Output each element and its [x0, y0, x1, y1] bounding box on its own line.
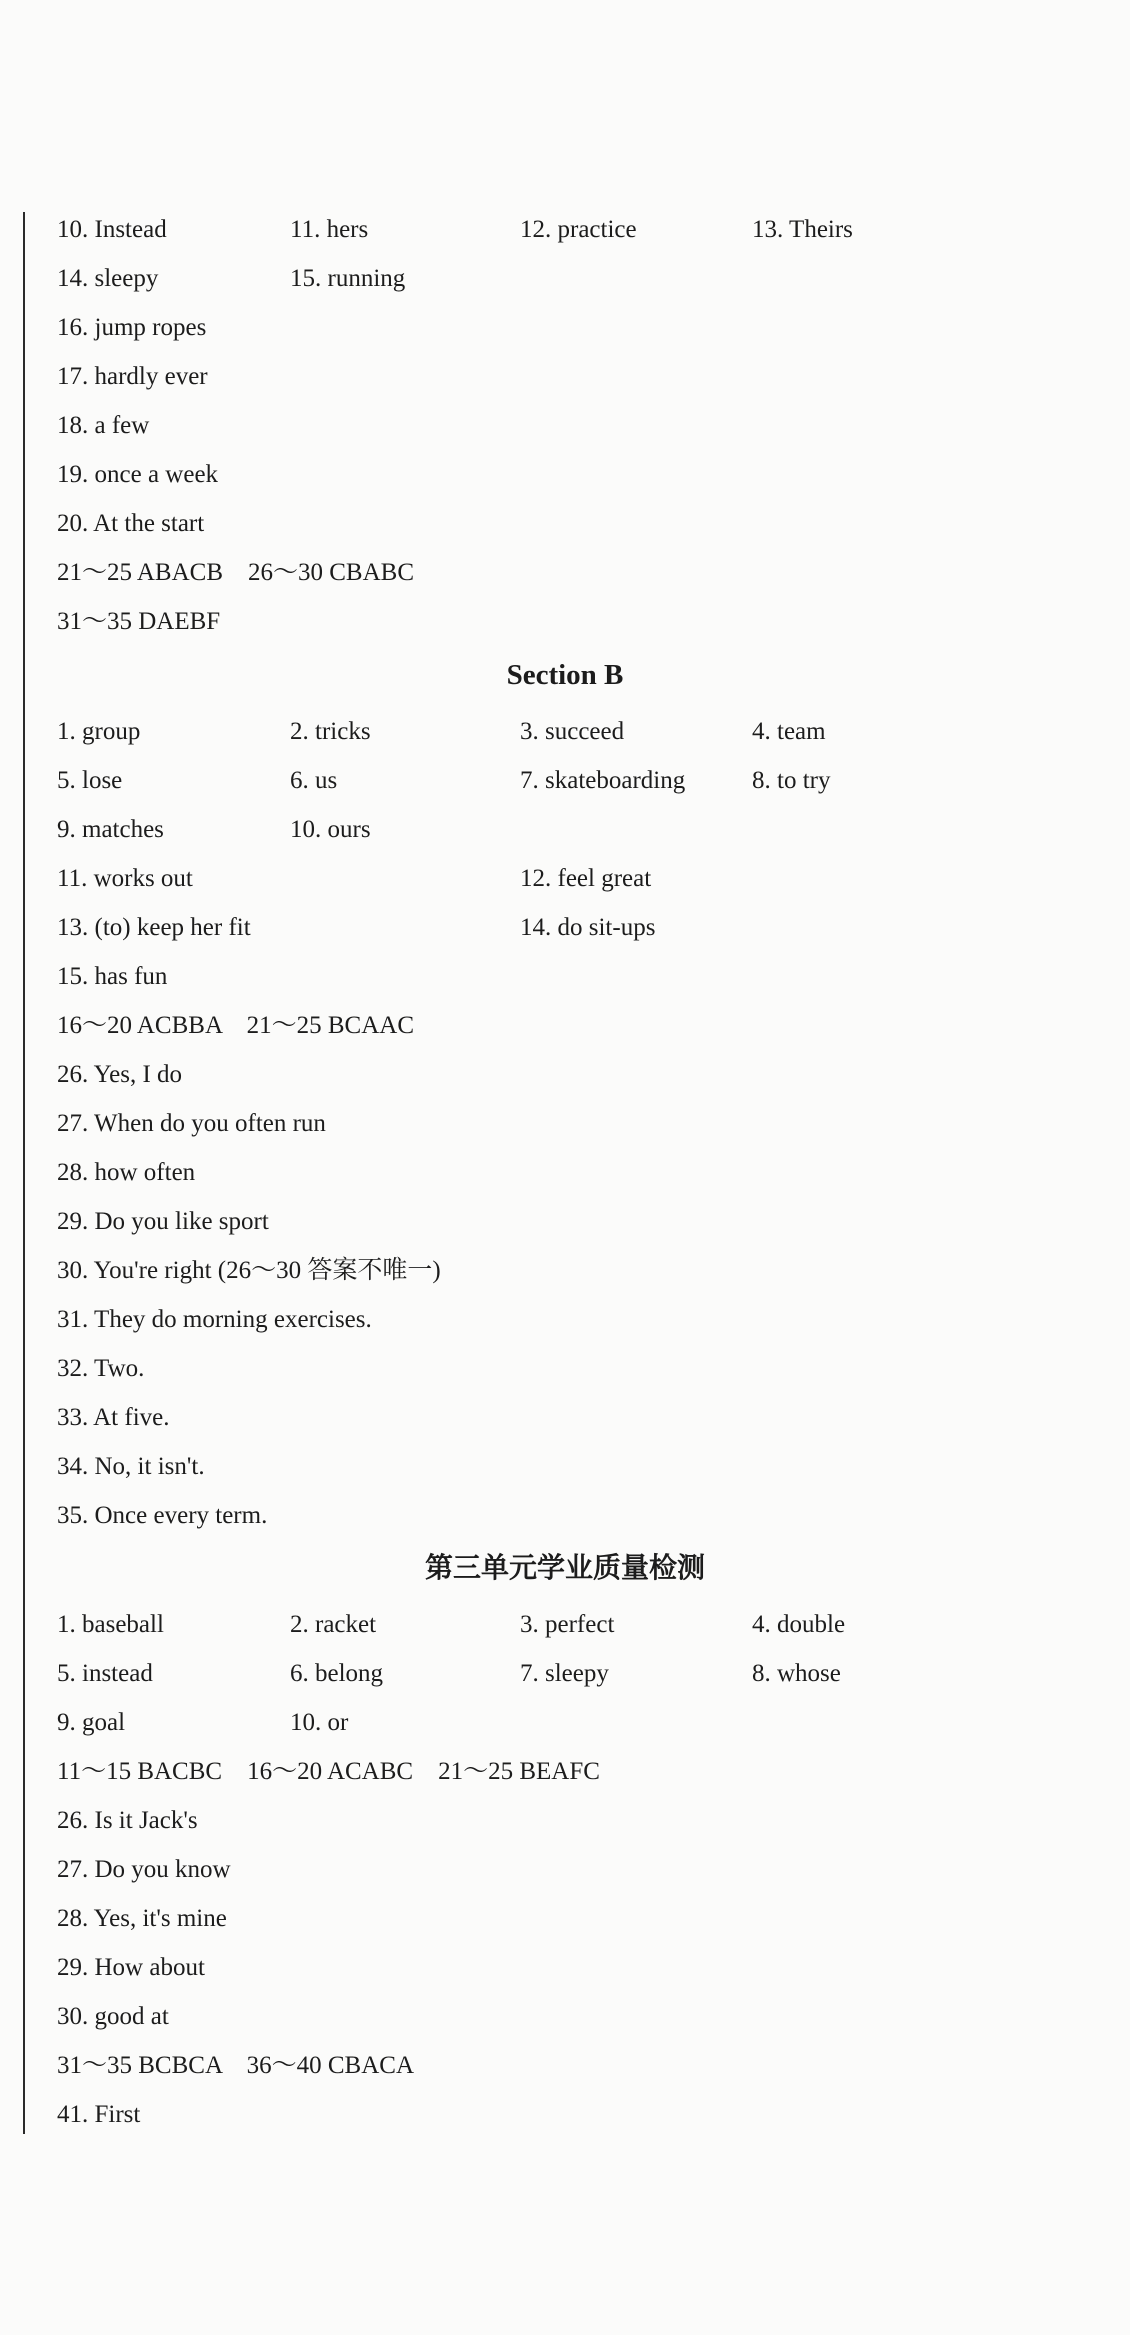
- answer-row: [0, 1153, 1130, 1193]
- answer-item: 4. team: [752, 718, 826, 745]
- answer-row: [0, 553, 1130, 593]
- answer-row: [0, 1496, 1130, 1536]
- answer-row: [0, 1801, 1130, 1841]
- answer-item: 1. baseball: [57, 1611, 164, 1638]
- answer-row: [0, 1654, 1130, 1694]
- answer-item: 9. goal: [57, 1709, 126, 1736]
- answer-row: [0, 1899, 1130, 1939]
- answer-item: 8. whose: [752, 1660, 841, 1687]
- answer-row: [0, 455, 1130, 495]
- answer-item: 6. us: [290, 767, 338, 794]
- answer-item: 11. hers: [290, 216, 369, 243]
- answer-row: [0, 1703, 1130, 1743]
- answer-row: [0, 2095, 1130, 2135]
- answer-row: [0, 1752, 1130, 1792]
- answer-row: [0, 1948, 1130, 1988]
- answer-item: 18. a few: [57, 412, 150, 439]
- answer-item: 41. First: [57, 2101, 141, 2128]
- answer-row: [0, 308, 1130, 348]
- answer-item: 17. hardly ever: [57, 363, 208, 390]
- answer-row: [0, 259, 1130, 299]
- answer-item: 13. Theirs: [752, 216, 853, 243]
- answer-item: 13. (to) keep her fit: [57, 914, 251, 941]
- answer-item: 27. Do you know: [57, 1856, 231, 1883]
- answer-row: [0, 859, 1130, 899]
- answer-item: 10. ours: [290, 816, 371, 843]
- answer-item: 31～35 BCBCA 36～40 CBACA: [57, 2052, 415, 2079]
- answer-item: 5. lose: [57, 767, 123, 794]
- answer-item: 11. works out: [57, 865, 193, 892]
- answer-row: [0, 1006, 1130, 1046]
- answer-item: 31. They do morning exercises.: [57, 1306, 372, 1333]
- answer-item: 3. perfect: [520, 1611, 615, 1638]
- answer-row: [0, 1251, 1130, 1291]
- answer-item: 10. or: [290, 1709, 349, 1736]
- answer-item: 29. How about: [57, 1954, 205, 1981]
- answer-item: 1. group: [57, 718, 141, 745]
- answer-item: 2. tricks: [290, 718, 371, 745]
- answer-item: 16. jump ropes: [57, 314, 207, 341]
- answer-row: [0, 1055, 1130, 1095]
- answer-item: 34. No, it isn't.: [57, 1453, 205, 1480]
- answer-item: 15. running: [290, 265, 406, 292]
- answer-item: 7. sleepy: [520, 1660, 609, 1687]
- answer-row: [0, 1997, 1130, 2037]
- answer-item: 11～15 BACBC 16～20 ACABC 21～25 BEAFC: [57, 1758, 600, 1785]
- answer-item: 15. has fun: [57, 963, 168, 990]
- answer-row: [0, 357, 1130, 397]
- answer-item: 14. do sit-ups: [520, 914, 656, 941]
- answer-row: [0, 1104, 1130, 1144]
- answer-item: 4. double: [752, 1611, 846, 1638]
- answer-item: 31～35 DAEBF: [57, 608, 221, 635]
- answer-row: [0, 1605, 1130, 1645]
- unit3-quality-test-heading: 第三单元学业质量检测: [424, 1551, 705, 1584]
- answer-item: 7. skateboarding: [520, 767, 686, 794]
- answer-row: [0, 2046, 1130, 2086]
- answer-item: 10. Instead: [57, 216, 167, 243]
- answer-item: 2. racket: [290, 1611, 377, 1638]
- answer-item: 21～25 ABACB 26～30 CBABC: [57, 559, 415, 586]
- answer-item: 19. once a week: [57, 461, 219, 488]
- answer-item: 12. feel great: [520, 865, 652, 892]
- answer-row: [0, 602, 1130, 642]
- answer-item: 14. sleepy: [57, 265, 159, 292]
- answer-item: 28. how often: [57, 1159, 196, 1186]
- answer-item: 30. You're right (26～30 答案不唯一): [57, 1257, 441, 1284]
- answer-row: [0, 1850, 1130, 1890]
- answer-row: [0, 810, 1130, 850]
- answer-row: [0, 1349, 1130, 1389]
- answer-row: [0, 406, 1130, 446]
- answer-item: 16～20 ACBBA 21～25 BCAAC: [57, 1012, 415, 1039]
- answer-item: 33. At five.: [57, 1404, 170, 1431]
- answer-row: [0, 1447, 1130, 1487]
- answer-item: 29. Do you like sport: [57, 1208, 269, 1235]
- answer-item: 12. practice: [520, 216, 637, 243]
- answer-item: 3. succeed: [520, 718, 625, 745]
- answer-row: [0, 210, 1130, 250]
- answer-row: [0, 1398, 1130, 1438]
- answer-row: [0, 957, 1130, 997]
- answer-item: 5. instead: [57, 1660, 153, 1687]
- answer-item: 32. Two.: [57, 1355, 145, 1382]
- answer-row: [0, 1300, 1130, 1340]
- answer-item: 26. Yes, I do: [57, 1061, 183, 1088]
- answer-row: [0, 1202, 1130, 1242]
- section-b-heading: Section B: [506, 659, 624, 691]
- answer-item: 30. good at: [57, 2003, 169, 2030]
- answer-item: 20. At the start: [57, 510, 205, 537]
- answer-item: 28. Yes, it's mine: [57, 1905, 227, 1932]
- answer-item: 35. Once every term.: [57, 1502, 268, 1529]
- answer-item: 6. belong: [290, 1660, 384, 1687]
- answer-item: 27. When do you often run: [57, 1110, 326, 1137]
- answer-item: 9. matches: [57, 816, 164, 843]
- answer-row: [0, 504, 1130, 544]
- answer-row: [0, 761, 1130, 801]
- answer-item: 26. Is it Jack's: [57, 1807, 198, 1834]
- answer-row: [0, 908, 1130, 948]
- answer-row: [0, 712, 1130, 752]
- answer-item: 8. to try: [752, 767, 831, 794]
